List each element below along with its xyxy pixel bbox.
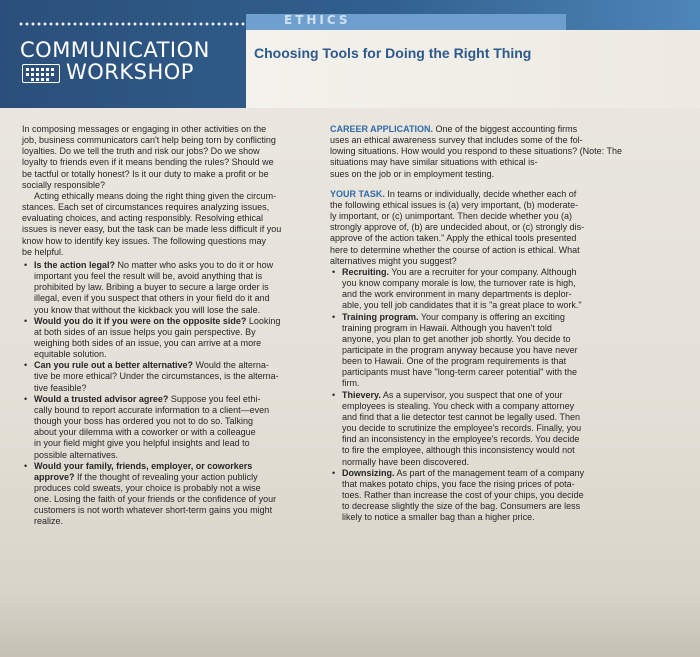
your-task: YOUR TASK. In teams or individually, decide whether each of the following ethical issues is (a) very important, (b) moderate- ly important, or (c) unimportant. Then decide whether you (a) strongly approve of, (b) are undecided about, or (c) strongly dis- approve of the action taken." Apply the ethical tools presented here to determine whether the course of action is ethical. What alternatives might you suggest?: [330, 188, 585, 266]
section-title: Choosing Tools for Doing the Right Thing: [254, 45, 532, 61]
left-column: [22, 124, 281, 528]
your-task-label: YOUR TASK.: [330, 188, 385, 199]
keyboard-icon: [22, 64, 60, 83]
list-item: • Training program. Your company is offering an exciting training program in Hawaii. Although you haven't told anyone, you plan to get another job shortly. You decide to participate in the program anyway because you have never been to Hawaii. One of the program requirements is that participants must have "long-term career potential" with the firm.: [342, 312, 622, 390]
list-item: • Recruiting. You are a recruiter for your company. Although you know company morale is low, the turnover rate is high, and the work environment in many departments is deplor- able, you tell job candidates that it is "a great place to work.": [342, 267, 622, 312]
ethics-label: ETHICS: [284, 13, 351, 27]
paragraph-1: In composing messages or engaging in other activities on the job, business communicators can't help being torn by conflicting loyalties. Do we tell the truth and risk our jobs? Do we show loyalty to friends even if it means bending the rules? Should we be tactful or totally honest? Is it our duty to make a profit or be socially responsible?: [22, 124, 276, 190]
list-item: • Thievery. As a supervisor, you suspect that one of your employees is stealing. You check with a company attorney and find that a lie detector test cannot be legally used. Then you decide to scrutinize the employee's records. Finally, you find an inconsistency in the employee's records. You decide to fire the employee, although this inconsistency would not normally have been discovered.: [342, 390, 622, 468]
scenario-list: [330, 267, 622, 524]
list-item: • Would a trusted advisor agree? Suppose you feel ethi- cally bound to report accurate information to a client—even though your boss has ordered you not to do so. Talking about your dilemma with a coworker or with a colleague in your field might give you helpful insights and lead to possible alternatives.: [34, 394, 281, 461]
photo-shading: [0, 587, 700, 657]
right-column: [330, 124, 622, 523]
communication-title: COMMUNICATION: [20, 38, 210, 62]
career-application: CAREER APPLICATION. One of the biggest accounting firms uses an ethical awareness survey that includes some of the fol- lowing situations. How would you respond to these situations? (Note: The situations may have similar situations with ethical is- sues on the job or in employment testing.: [330, 124, 622, 179]
list-item: • Downsizing. As part of the management team of a company that makes potato chips, you face the rising prices of pota- toes. Rather than increase the cost of your chips, you decide to decrease slightly the size of the bag. Consumers are less likely to notice a smaller bag than a higher price.: [342, 468, 622, 524]
list-item: • Is the action legal? No matter who asks you to do it or how important you feel the result will be, avoid anything that is prohibited by law. Bribing a buyer to secure a large order is illegal, even if you suspect that others in your field do it and you know that without the kickback you will lose the sale.: [34, 260, 281, 316]
career-application-label: CAREER APPLICATION.: [330, 124, 434, 134]
list-item: • Would your family, friends, employer, or coworkers approve? If the thought of revealing your action publicly produces cold sweats, your choice is probably not a wise one. Losing the faith of your friends or the confidence of your customers is not worth whatever short-term gains you might realize.: [34, 461, 281, 528]
list-item: • Can you rule out a better alternative? Would the alterna- tive be more ethical? Under the circumstances, is the alterna- tive feasible?: [34, 360, 281, 393]
title-panel: [246, 30, 700, 108]
list-item: • Would you do it if you were on the opposite side? Looking at both sides of an issue helps you gain perspective. By weighing both sides of an issue, you can arrive at a more equitable solution.: [34, 316, 281, 361]
workshop-title: WORKSHOP: [66, 60, 194, 84]
paragraph-2: Acting ethically means doing the right thing given the circum- stances. Each set of circumstances requires analyzing issues, evaluating choices, and acting responsibly. Resolving ethical issues is never easy, but the task can be made less difficult if you know how to identify key issues. The following questions may be helpful.: [22, 190, 282, 257]
dotted-rule: [18, 22, 246, 26]
ethics-question-list: [22, 260, 281, 528]
